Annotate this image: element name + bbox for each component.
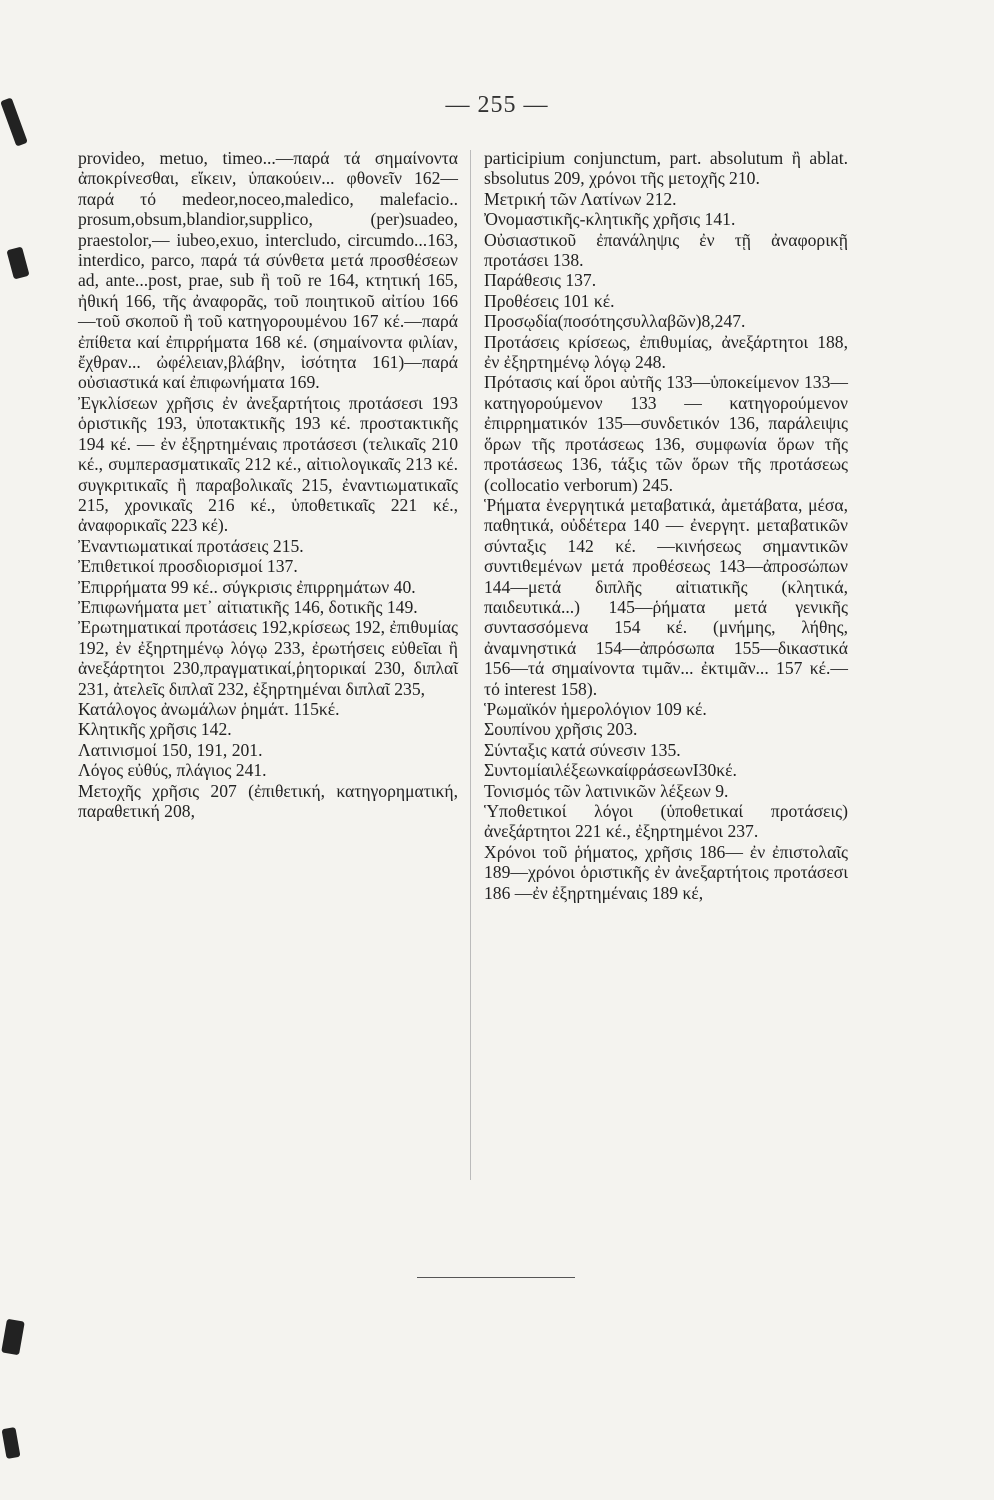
binding-mark-4 xyxy=(2,1427,21,1459)
index-entry: participium conjunctum, part. absolutum ἢ ablat. sbsolutus 209, χρόνοι τῆς μετοχῆς 210. xyxy=(484,148,848,189)
column-divider xyxy=(470,150,471,1180)
index-entry: Κλητικῆς χρῆσις 142. xyxy=(78,719,232,740)
left-column xyxy=(78,148,458,821)
index-entry: Τονισμός τῶν λατινικῶν λέξεων 9. xyxy=(484,780,729,801)
page-number: — 255 — xyxy=(445,92,549,118)
index-entry: Προσῳδία(ποσότηςσυλλαβῶν)8,247. xyxy=(484,311,746,332)
binding-mark-3 xyxy=(1,1319,25,1356)
footer-rule xyxy=(417,1277,575,1278)
index-entry: Πρότασις καί ὅροι αὐτῆς 133—ὑποκείμενον 133—κατηγορούμενον 133 — κατηγορούμενον ἐπιρρηματικόν 135—συνδετικόν 136, παράλειψις ὅρων τῆς προτάσεως 136, συμφωνία ὅρων τῆς προτάσεως 136, τάξις τῶν ὅρων τῆς προτάσεως (collocatio verborum) 245. xyxy=(484,372,848,495)
index-entry: Σουπίνου χρῆσις 203. xyxy=(484,719,638,740)
right-column xyxy=(484,148,848,903)
index-entry: Ῥήματα ἐνεργητικά μεταβατικά, ἀμετάβατα, μέσα, παθητικά, οὐδέτερα 140 — ἐνεργητ. μεταβατικῶν σύνταξις 142 κέ. —κινήσεως σημαντικῶν συντιθεμένων μετά προθέσεως 143—ἀπροσώπων 144—μετά διπλῆς αἰτιατικῆς (κλητικά, παιδευτικά...) 145—ῥήματα μετά γενικῆς συντασσόμενα 154 κέ. (μνήμης, λήθης, ἀναμνηστικά 154—ἀπρόσωπα 155—δικαστικά 156—τά σημαίνοντα τιμᾶν... ἐκτιμᾶν... 157 κέ.—τό interest 158). xyxy=(484,494,848,699)
index-entry: provideo, metuo, timeo...—παρά τά σημαίνοντα ἀποκρίνεσθαι, εἴκειν, ὑπακούειν... φθονεῖν 162— παρά τό medeor,noceo,maledico, malefacio.. prosum,obsum,blandior,supplico, (per)suadeo, praestolor,— iubeo,exuo, intercludo, circumdo...163, interdico, parco, παρά τά σύνθετα μετά προσθέσεων ad, ante...post, prae, sub ἢ τοῦ re 164, κτητική 165, ἠθική 166, τῆς ἀναφορᾶς, τοῦ ποιητικοῦ αἰτίου 166—τοῦ σκοποῦ ἢ τοῦ κατηγορουμένου 167 κέ.—παρά ἐπίθετα καί ἐπιρρήματα 168 κέ. (σημαίνοντα φιλίαν, ἔχθραν... ὠφέλειαν,βλάβην, ἰσότητα 161)—παρά οὐσιαστικά καί ἐπιφωνήματα 169. xyxy=(78,148,458,393)
index-entry: ΣυντομίαιλέξεωνκαίφράσεωνΙ30κέ. xyxy=(484,760,737,781)
index-entry: Ῥωμαϊκόν ἡμερολόγιον 109 κέ. xyxy=(484,698,707,719)
index-entry: Ὀνομαστικῆς-κλητικῆς χρῆσις 141. xyxy=(484,209,736,230)
index-entry: Προτάσεις κρίσεως, ἐπιθυμίας, ἀνεξάρτητοι 188, ἐν ἐξηρτημένῳ λόγῳ 248. xyxy=(484,331,848,373)
index-entry: Ὑποθετικοί λόγοι (ὑποθετικαί προτάσεις) ἀνεξάρτητοι 221 κέ., ἐξηρτημένοι 237. xyxy=(484,801,848,842)
index-entry: Ἐναντιωματικαί προτάσεις 215. xyxy=(78,535,304,556)
index-entry: Μετοχῆς χρῆσις 207 (ἐπιθετική, κατηγορηματική, παραθετική 208, xyxy=(78,780,458,821)
binding-mark-2 xyxy=(6,246,29,279)
index-entry: Σύνταξις κατά σύνεσιν 135. xyxy=(484,739,681,760)
index-entry: Ἐρωτηματικαί προτάσεις 192,κρίσεως 192, ἐπιθυμίας 192, ἐν ἐξηρτημένῳ λόγῳ 233, ἐρωτήσεις εὐθεῖαι ἢ ἀνεξάρτητοι 230,πραγματικαί,ῥητορικαί 230, διπλαῖ 231, ἀτελεῖς διπλαῖ 232, ἐξηρτημέναι διπλαῖ 235, xyxy=(78,617,458,699)
index-entry: Κατάλογος ἀνωμάλων ῥημάτ. 115κέ. xyxy=(78,698,340,719)
index-entry: Λατινισμοί 150, 191, 201. xyxy=(78,739,263,760)
index-entry: Χρόνοι τοῦ ῥήματος, χρῆσις 186— ἐν ἐπιστολαῖς 189—χρόνοι ὁριστικῆς ἐν ἀνεξαρτήτοις προτάσεσι 186 —ἐν ἐξηρτημέναις 189 κέ, xyxy=(484,841,848,903)
index-entry: Ἐγκλίσεων χρῆσις ἐν ἀνεξαρτήτοις προτάσεσι 193 ὁριστικῆς 193, ὑποτακτικῆς 193 κέ. προστακτικῆς 194 κέ. — ἐν ἐξηρτημέναις προτάσεσι (τελικαῖς 210 κέ., συμπερασματικαῖς 212 κέ., αἰτιολογικαῖς 213 κέ. συγκριτικαῖς ἢ παραβολικαῖς 215, ἐναντιωματικαῖς 215, χρονικαῖς 216 κέ., ὑποθετικαῖς 221 κέ., ἀναφορικαῖς 223 κέ). xyxy=(78,392,458,536)
index-entry: Παράθεσις 137. xyxy=(484,270,597,291)
index-entry: Ἐπιρρήματα 99 κέ.. σύγκρισις ἐπιρρημάτων 40. xyxy=(78,576,416,597)
index-entry: Προθέσεις 101 κέ. xyxy=(484,290,615,311)
index-entry: Λόγος εὐθύς, πλάγιος 241. xyxy=(78,760,267,781)
index-entry: Μετρική τῶν Λατίνων 212. xyxy=(484,188,677,209)
index-entry: Ἐπιφωνήματα μετ᾿ αἰτιατικῆς 146, δοτικῆς 149. xyxy=(78,596,418,617)
index-entry: Ἐπιθετικοί προσδιορισμοί 137. xyxy=(78,556,298,577)
index-entry: Οὐσιαστικοῦ ἐπανάληψις ἐν τῇ ἀναφορικῇ προτάσει 138. xyxy=(484,229,848,271)
